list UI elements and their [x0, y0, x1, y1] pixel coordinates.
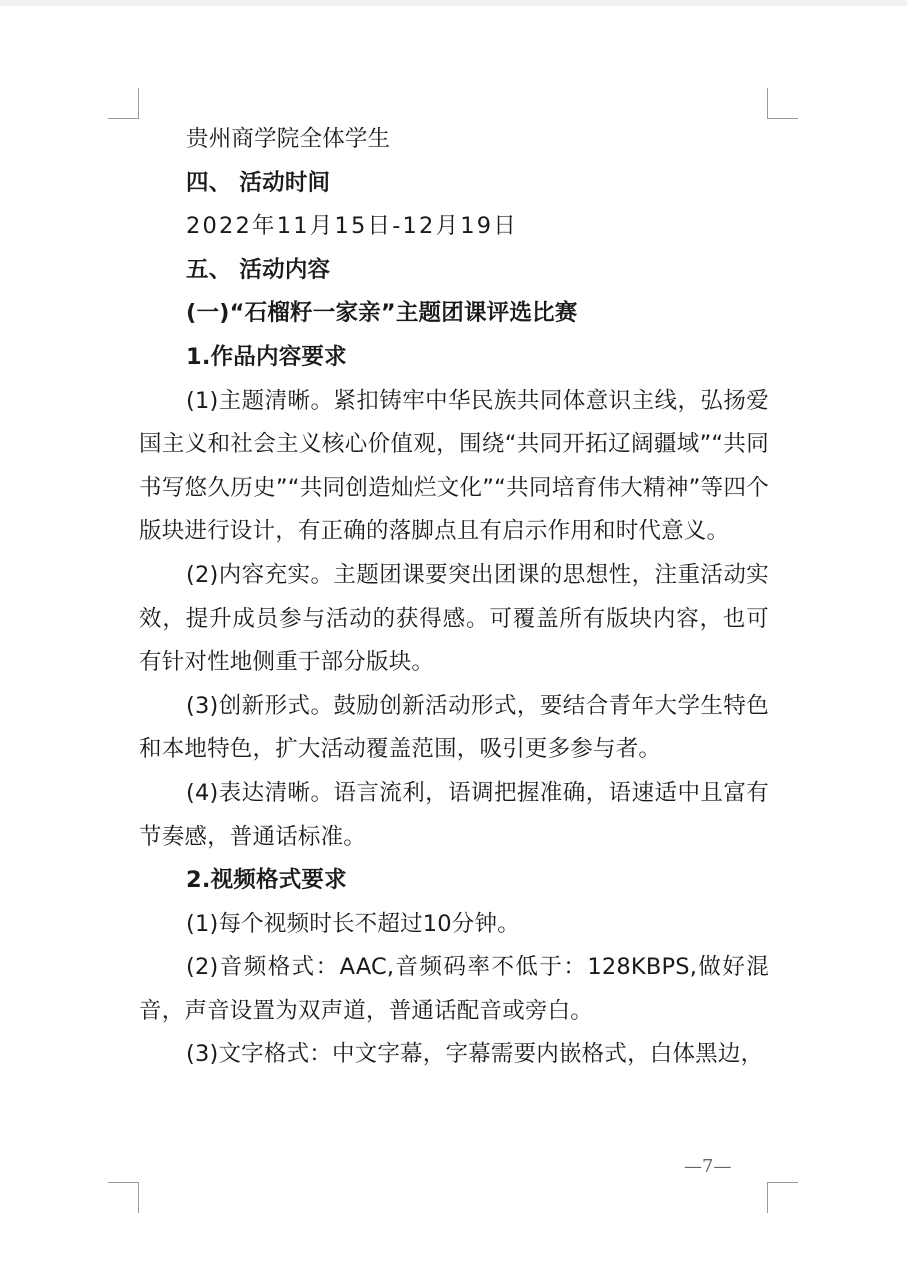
requirement-1-heading: 1.作品内容要求 — [186, 343, 347, 370]
section-4-heading: 四、 活动时间 — [186, 169, 331, 196]
document-body — [139, 118, 769, 1077]
requirement-2-heading: 2.视频格式要求 — [186, 867, 347, 894]
paragraph-clear-expression: (4)表达清晰。语言流利，语调把握准确，语速适中且富有节奏感，普通话标准。 — [139, 779, 769, 850]
document-page — [0, 6, 907, 1288]
paragraph-innovative-form: (3)创新形式。鼓励创新活动形式，要结合青年大学生特色和本地特色，扩大活动覆盖范围，吸引更多参与者。 — [139, 692, 769, 763]
crop-mark-top-right — [767, 88, 798, 119]
paragraph-text-format: (3)文字格式：中文字幕，字幕需要内嵌格式，白体黑边， — [186, 1041, 764, 1068]
crop-mark-bottom-left — [108, 1182, 139, 1213]
paragraph-content-rich: (2)内容充实。主题团课要突出团课的思想性，注重活动实效，提升成员参与活动的获得感。可覆盖所有版块内容，也可有针对性地侧重于部分版块。 — [139, 561, 769, 676]
crop-mark-bottom-right — [767, 1182, 798, 1213]
page-number: —7— — [684, 1156, 732, 1177]
section-5-heading: 五、 活动内容 — [186, 256, 331, 283]
paragraph-theme-clear: (1)主题清晰。紧扣铸牢中华民族共同体意识主线，弘扬爱国主义和社会主义核心价值观，围绕“共同开拓辽阔疆域”“共同书写悠久历史”“共同创造灿烂文化”“共同培育伟大精神”等四个版块进行设计，有正确的落脚点且有启示作用和时代意义。 — [139, 387, 769, 545]
crop-mark-top-left — [108, 88, 139, 119]
audience-line: 贵州商学院全体学生 — [186, 126, 391, 152]
activity-date-range: 2022年11月15日-12月19日 — [186, 213, 519, 240]
paragraph-audio-format: (2)音频格式：AAC,音频码率不低于：128KBPS,做好混音，声音设置为双声道，普通话配音或旁白。 — [139, 954, 769, 1024]
paragraph-video-length: (1)每个视频时长不超过10分钟。 — [186, 910, 520, 937]
subsection-1-heading: (一)“石榴籽一家亲”主题团课评选比赛 — [186, 300, 578, 327]
